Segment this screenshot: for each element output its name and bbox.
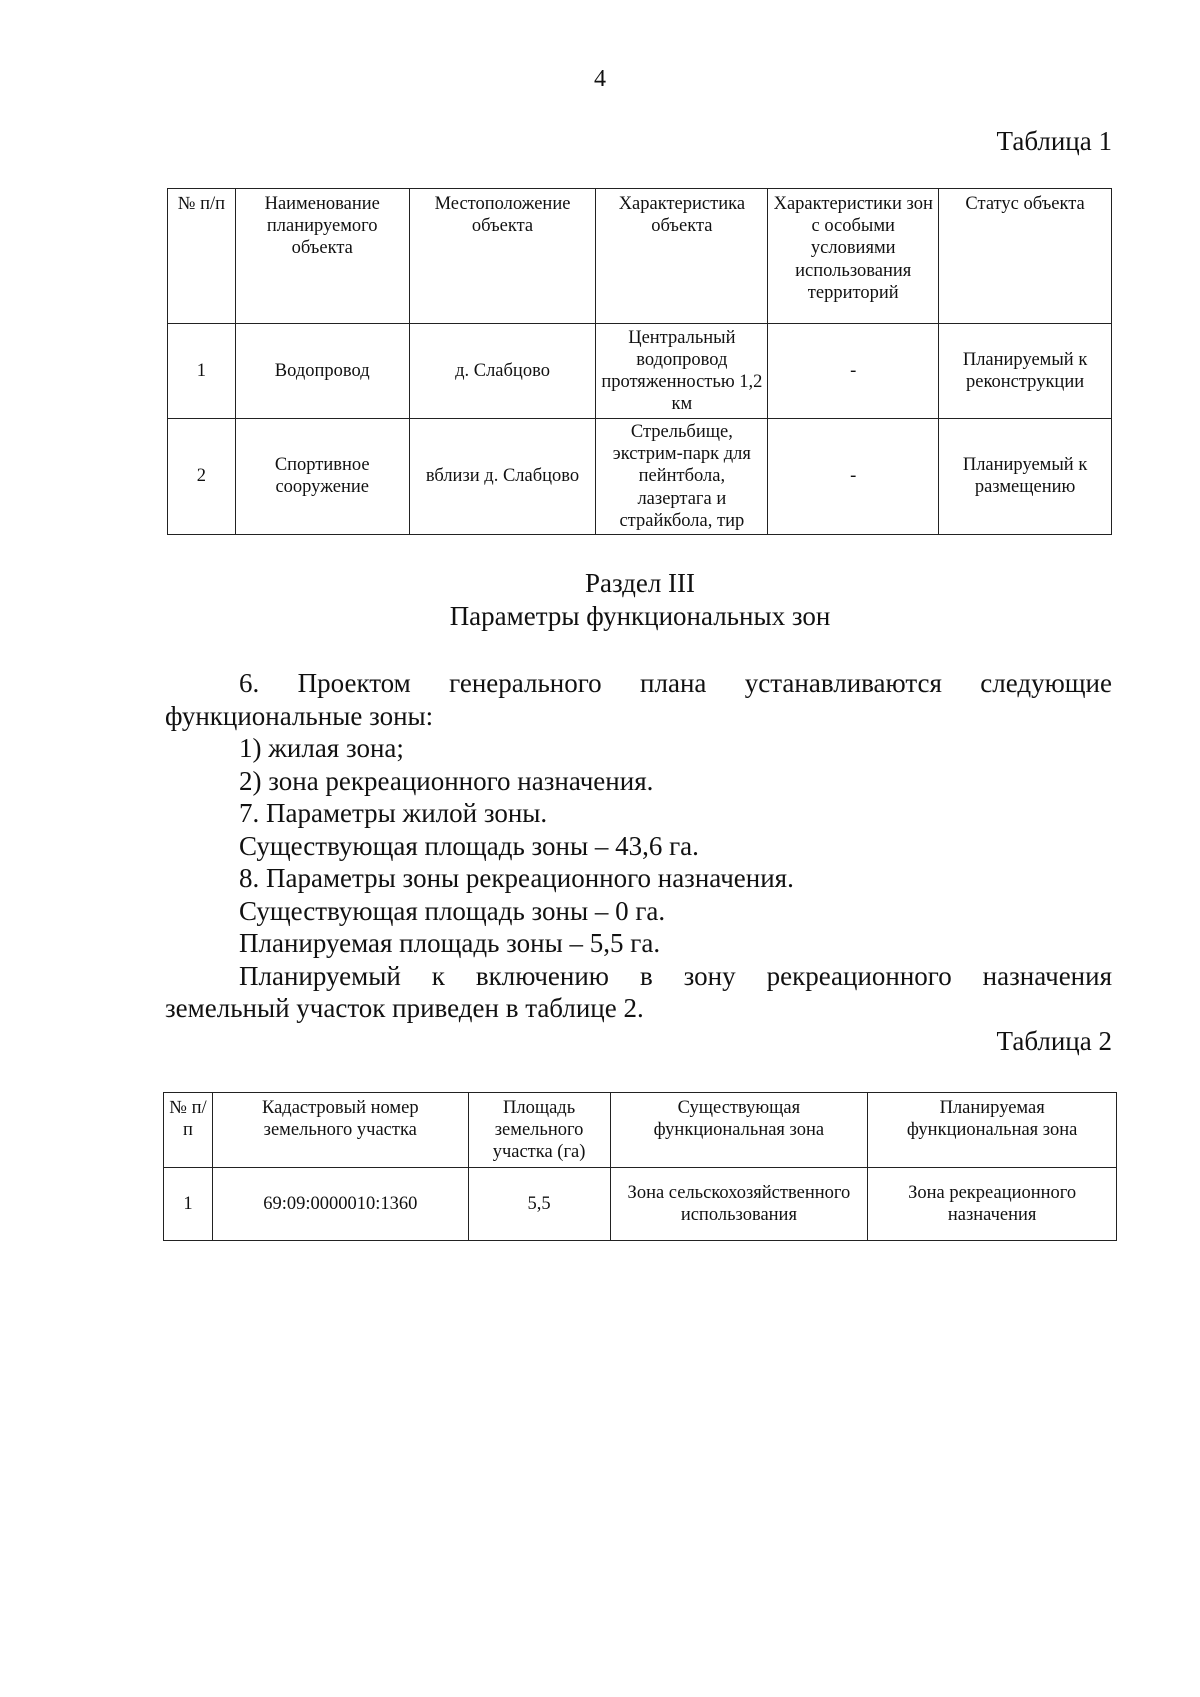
- header-cell-characteristic: Характеристика объекта: [596, 189, 768, 324]
- land-plot-table: [163, 1092, 1117, 1241]
- header-cell-number: № п/п: [164, 1093, 213, 1168]
- page-number: 4: [594, 66, 606, 92]
- cell-status: Планируемый к размещению: [939, 419, 1112, 535]
- paragraph-9-continuation: земельный участок приведен в таблице 2.: [165, 993, 644, 1023]
- header-cell-number: № п/п: [168, 189, 236, 324]
- paragraph-8-planned-area: Планируемая площадь зоны – 5,5 га.: [239, 928, 661, 958]
- cell-name: Спортивное сооружение: [235, 419, 409, 535]
- section-body: [165, 667, 1112, 1025]
- cell-status: Планируемый к реконструкции: [939, 324, 1112, 419]
- list-item: 2) зона рекреационного назначения.: [239, 765, 654, 796]
- cell-location: д. Слабцово: [409, 324, 596, 419]
- cell-number: 1: [168, 324, 236, 419]
- table-row: [168, 324, 1112, 419]
- header-cell-planned-zone: Планируемая функциональная зона: [868, 1093, 1117, 1168]
- cell-number: 1: [164, 1168, 213, 1241]
- cell-name: Водопровод: [235, 324, 409, 419]
- table-header-row: [164, 1093, 1117, 1168]
- header-cell-cadastral-number: Кадастровый номер земельного участка: [212, 1093, 468, 1168]
- cell-number: 2: [168, 419, 236, 535]
- cell-planned-zone: Зона рекреационного назначения: [868, 1168, 1117, 1241]
- cell-characteristic: Центральный водопровод протяженностью 1,2 км: [596, 324, 768, 419]
- table-header-row: [168, 189, 1112, 324]
- cell-existing-zone: Зона сельскохозяйственного использования: [610, 1168, 868, 1241]
- header-cell-zones: Характеристики зон с особыми условиями использования территорий: [768, 189, 939, 324]
- paragraph-7: 7. Параметры жилой зоны.: [239, 798, 548, 828]
- cell-area: 5,5: [468, 1168, 610, 1241]
- section-subtitle: Параметры функциональных зон: [449, 601, 831, 631]
- cell-characteristic: Стрельбище, экстрим-парк для пейнтбола, лазертага и страйкбола, тир: [596, 419, 768, 535]
- planned-objects-table: [167, 188, 1112, 535]
- header-cell-status: Статус объекта: [939, 189, 1112, 324]
- paragraph-8-existing-area: Существующая площадь зоны – 0 га.: [239, 895, 666, 926]
- table-row: [168, 419, 1112, 535]
- header-cell-area: Площадь земельного участка (га): [468, 1093, 610, 1168]
- header-cell-name: Наименование планируемого объекта: [235, 189, 409, 324]
- paragraph-7-area: Существующая площадь зоны – 43,6 га.: [239, 830, 699, 861]
- paragraph-8: 8. Параметры зоны рекреационного назначения.: [239, 863, 794, 893]
- table-row: [164, 1168, 1117, 1241]
- paragraph-6-continuation: функциональные зоны:: [165, 700, 434, 731]
- cell-location: вблизи д. Слабцово: [409, 419, 596, 535]
- header-cell-existing-zone: Существующая функциональная зона: [610, 1093, 868, 1168]
- cell-zones: -: [768, 324, 939, 419]
- paragraph-9: Планируемый к включению в зону рекреационного назначения: [239, 960, 1112, 991]
- paragraph-6: 6. Проектом генерального плана устанавливаются следующие: [239, 668, 1112, 698]
- header-cell-location: Местоположение объекта: [409, 189, 596, 324]
- cell-cadastral-number: 69:09:0000010:1360: [212, 1168, 468, 1241]
- list-item: 1) жилая зона;: [239, 733, 404, 763]
- section-title: Раздел III: [584, 568, 696, 598]
- table1-caption: Таблица 1: [996, 126, 1112, 156]
- table2-caption: Таблица 2: [996, 1026, 1112, 1056]
- cell-zones: -: [768, 419, 939, 535]
